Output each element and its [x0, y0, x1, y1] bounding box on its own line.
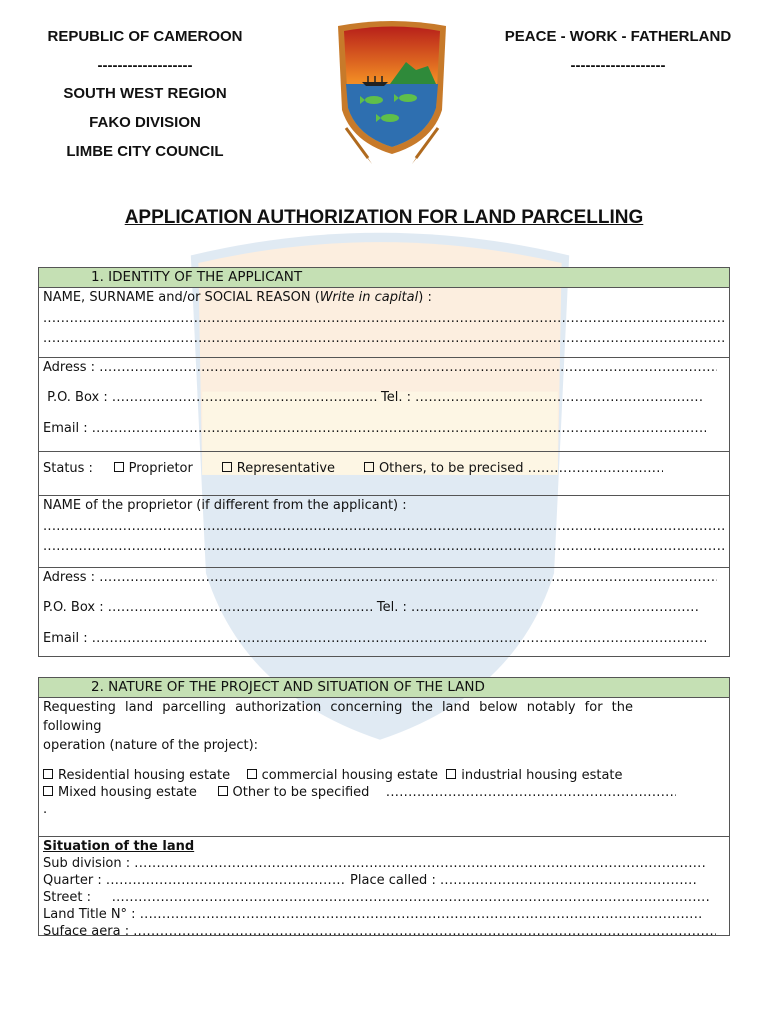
- proprietor-email-field[interactable]: [92, 630, 706, 647]
- other-label: Other to be specified: [232, 785, 370, 800]
- applicant-name-label-end: ) :: [418, 290, 432, 305]
- applicant-name-hint: Write in capital: [319, 290, 419, 305]
- status-label: Status :: [43, 461, 93, 476]
- email-label: Email :: [43, 421, 88, 436]
- header-divider-right: -------------------: [570, 57, 666, 74]
- land-situation-block: [39, 838, 729, 939]
- project-intro-line-1: Requesting land parcelling authorization concerning the land below notably for the: [43, 700, 634, 715]
- status-others-label: Others, to be precised: [378, 461, 524, 476]
- place-called-field[interactable]: [440, 872, 696, 889]
- header-region: SOUTH WEST REGION: [63, 85, 227, 102]
- trailing-dot: .: [43, 802, 48, 817]
- industrial-checkbox[interactable]: [446, 769, 456, 779]
- applicant-contact-block: [39, 359, 729, 452]
- pobox-field[interactable]: [112, 389, 377, 406]
- proprietor-name-block: [39, 497, 729, 568]
- status-others-field[interactable]: [528, 460, 663, 477]
- pobox-label: P.O. Box :: [47, 390, 108, 405]
- status-representative-checkbox[interactable]: [222, 462, 232, 472]
- land-title-field[interactable]: [140, 906, 704, 923]
- status-block: [39, 460, 729, 496]
- address-field[interactable]: [99, 359, 717, 376]
- proprietor-pobox-label: P.O. Box :: [43, 600, 104, 615]
- applicant-name-block: [39, 289, 729, 358]
- project-intro-line-2: following: [43, 719, 102, 734]
- section-identity: [38, 267, 730, 657]
- status-others-checkbox[interactable]: [364, 462, 374, 472]
- land-title-label: Land Title N° :: [43, 907, 136, 922]
- mixed-label: Mixed housing estate: [58, 785, 197, 800]
- section-project: [38, 677, 730, 939]
- city-council-crest-icon: [328, 18, 456, 166]
- proprietor-tel-field[interactable]: [411, 599, 699, 616]
- proprietor-name-label: NAME of the proprietor (if different from the applicant) :: [43, 498, 407, 513]
- surface-area-label: Suface aera :: [43, 924, 130, 939]
- status-proprietor-label: Proprietor: [128, 461, 193, 476]
- commercial-checkbox[interactable]: [247, 769, 257, 779]
- other-field[interactable]: [386, 784, 676, 801]
- tel-label: Tel. :: [381, 390, 412, 405]
- industrial-label: industrial housing estate: [461, 768, 623, 783]
- residential-checkbox[interactable]: [43, 769, 53, 779]
- proprietor-address-field[interactable]: [99, 569, 717, 586]
- subdivision-field[interactable]: [134, 855, 706, 872]
- proprietor-pobox-field[interactable]: [108, 599, 373, 616]
- proprietor-email-label: Email :: [43, 631, 88, 646]
- proprietor-address-label: Adress :: [43, 570, 96, 585]
- surface-area-field[interactable]: [133, 923, 716, 940]
- subdivision-label: Sub division :: [43, 856, 131, 871]
- project-nature-block: [39, 699, 729, 837]
- proprietor-name-field-2[interactable]: [43, 538, 725, 555]
- commercial-label: commercial housing estate: [261, 768, 438, 783]
- tel-field[interactable]: [415, 389, 703, 406]
- header-motto: PEACE - WORK - FATHERLAND: [504, 28, 732, 45]
- section-identity-heading: 1. IDENTITY OF THE APPLICANT: [39, 268, 729, 288]
- quarter-label: Quarter :: [43, 873, 102, 888]
- header-council: LIMBE CITY COUNCIL: [66, 143, 224, 160]
- residential-label: Residential housing estate: [58, 768, 231, 783]
- proprietor-contact-block: [39, 569, 729, 661]
- document-title: APPLICATION AUTHORIZATION FOR LAND PARCELLING: [124, 207, 644, 228]
- land-situation-heading: Situation of the land: [43, 839, 195, 854]
- section-project-heading: 2. NATURE OF THE PROJECT AND SITUATION OF THE LAND: [39, 678, 729, 698]
- status-representative-label: Representative: [236, 461, 336, 476]
- project-intro-line-3: operation (nature of the project):: [43, 738, 259, 753]
- applicant-name-label: NAME, SURNAME and/or SOCIAL REASON (: [43, 290, 320, 305]
- street-label: Street :: [43, 890, 92, 905]
- status-proprietor-checkbox[interactable]: [114, 462, 124, 472]
- header-republic: REPUBLIC OF CAMEROON: [47, 28, 243, 45]
- email-field[interactable]: [92, 420, 706, 437]
- proprietor-tel-label: Tel. :: [376, 600, 407, 615]
- header-divider-left: -------------------: [97, 57, 193, 74]
- applicant-name-field-2[interactable]: [43, 330, 725, 347]
- place-called-label: Place called :: [350, 873, 436, 888]
- mixed-checkbox[interactable]: [43, 786, 53, 796]
- quarter-field[interactable]: [106, 872, 346, 889]
- proprietor-name-field-1[interactable]: [43, 518, 725, 535]
- other-checkbox[interactable]: [218, 786, 228, 796]
- street-field[interactable]: [112, 889, 710, 906]
- header-division: FAKO DIVISION: [89, 114, 201, 131]
- address-label: Adress :: [43, 360, 96, 375]
- applicant-name-field-1[interactable]: [43, 310, 725, 327]
